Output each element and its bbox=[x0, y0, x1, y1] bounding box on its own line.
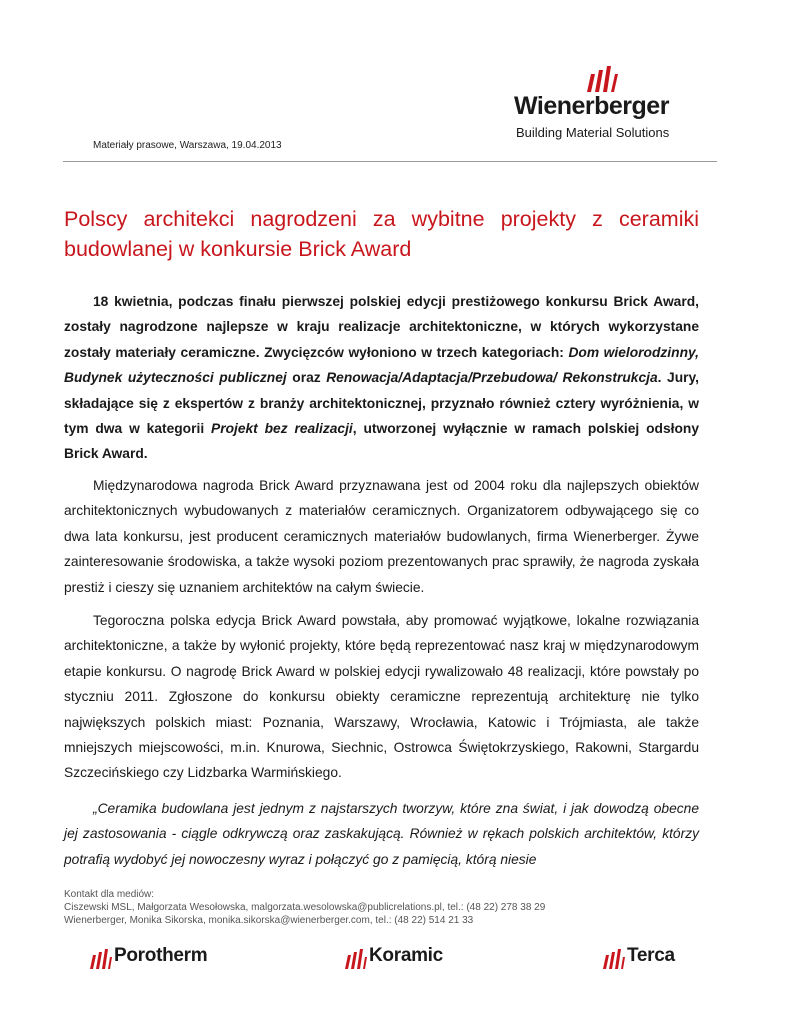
lead-text-1: 18 kwietnia, podczas finału pierwszej polskiej edycji prestiżowego konkursu Brick Award, zostały nagrodzone najlepsze w kraju realizacje architektoniczne, w których wykorzystane zostały materiały ceramiczne. Zwycięzców wyłoniono w trzech kategoriach: bbox=[64, 294, 699, 360]
lead-text-4: , utworzonej wyłącznie w ramach polskiej odsłony Brick Award. bbox=[64, 421, 699, 462]
contact-title: Kontakt dla mediów: bbox=[64, 889, 155, 900]
brand-terca-label: Terca bbox=[627, 945, 675, 966]
contact-line: Wienerberger, Monika Sikorska, monika.sikorska@wienerberger.com, tel.: (48 22) 514 21 33 bbox=[64, 915, 474, 926]
logo-name: Wienerberger bbox=[514, 92, 669, 120]
body-paragraph-1: Międzynarodowa nagroda Brick Award przyznawana jest od 2004 roku dla najlepszych obiektów architektonicznych wybudowanych z materiałów ceramicznych. Organizatorem odbywającego się co dwa lata konkursu, jest producent ceramicznych materiałów budowlanych, firma Wienerberger. Żywe zainteresowanie środowiska, a także wysoki poziom prezentowanych prac sprawiły, że nagroda zyskała prestiż i cieszy się uznaniem architektów na całym świecie. bbox=[64, 478, 699, 595]
quote-paragraph: „Ceramika budowlana jest jednym z najstarszych tworzyw, które zna świat, i jak dowodzą obecne jej zastosowania - ciągle odkrywczą oraz zaskakującą. Również w rękach polskich architektów, którzy potrafią wydobyć jej nowoczesny wyraz i połączyć go z pamięcią, którą niesie bbox=[64, 801, 699, 867]
wienerberger-logo-icon bbox=[587, 64, 619, 92]
category-2: Renowacja/Adaptacja/Przebudowa/ Rekonstrukcja bbox=[326, 370, 658, 386]
logo-tagline: Building Material Solutions bbox=[516, 125, 670, 140]
brand-porotherm-label: Porotherm bbox=[114, 945, 208, 966]
brand-koramic-label: Koramic bbox=[369, 945, 443, 966]
category-1: Dom wielorodzinny, Budynek użyteczności publicznej bbox=[64, 344, 699, 386]
brand-koramic-icon bbox=[345, 947, 367, 969]
media-contact bbox=[64, 888, 545, 927]
wienerberger-logo bbox=[514, 64, 704, 144]
brand-porotherm-icon bbox=[90, 947, 112, 969]
header-divider bbox=[63, 161, 717, 162]
dateline: Materiały prasowe, Warszawa, 19.04.2013 bbox=[93, 140, 282, 151]
lead-text-2: oraz bbox=[286, 370, 327, 386]
contact-line: Ciszewski MSL, Małgorzata Wesołowska, malgorzata.wesolowska@publicrelations.pl, tel.: (48 22) 278 38 29 bbox=[64, 902, 546, 913]
lead-text-3: . Jury, składające się z ekspertów z branży architektonicznej, przyznało również cztery wyróżnienia, w tym dwa w kategorii bbox=[64, 370, 699, 437]
lead-paragraph bbox=[64, 289, 699, 467]
category-3: Projekt bez realizacji bbox=[211, 421, 353, 437]
body-paragraph-2: Tegoroczna polska edycja Brick Award powstała, aby promować wyjątkowe, lokalne rozwiązania architektoniczne, a także by wyłonić projekty, które będą reprezentować nasz kraj w międzynarodowym etapie konkursu. O nagrodę Brick Award w polskiej edycji rywalizowało 48 realizacji, które powstały po styczniu 2011. Zgłoszone do konkursu obiekty ceramiczne reprezentują architekturę nie tylko największych polskich miast: Poznania, Warszawy, Wrocławia, Katowic i Trójmiasta, ale także mniejszych miejscowości, m.in. Knurowa, Siechnic, Ostrowca Świętokrzyskiego, Rakowni, Stargardu Szczecińskiego czy Lidzbarka Warmińskiego. bbox=[64, 613, 699, 781]
page-title: Polscy architekci nagrodzeni za wybitne projekty z ceramiki budowlanej w konkursie Brick Award bbox=[64, 207, 699, 261]
brand-terca-icon bbox=[603, 947, 625, 969]
